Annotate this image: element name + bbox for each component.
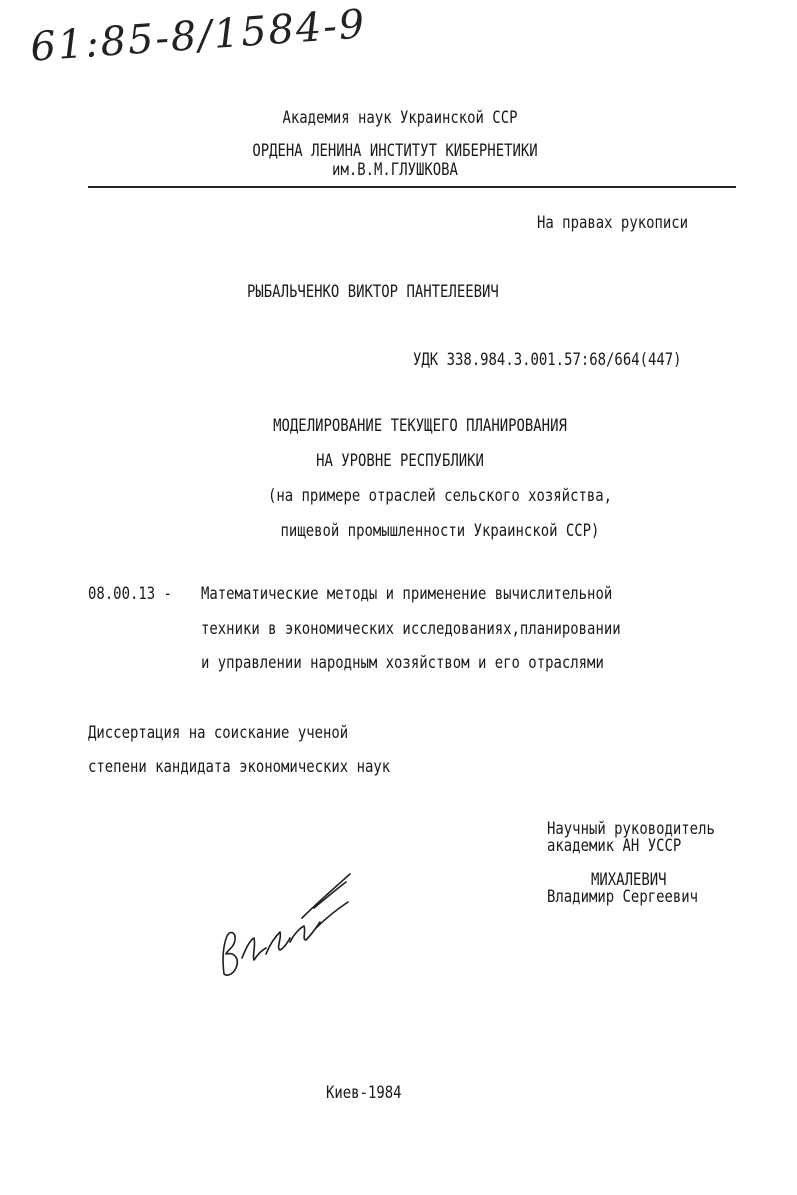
title-line-3: (на примере отраслей сельского хозяйства, — [267, 486, 613, 506]
author-name: РЫБАЛЬЧЕНКО ВИКТОР ПАНТЕЛЕЕВИЧ — [247, 282, 499, 302]
specialty-line-3: и управлении народным хозяйством и его отраслями — [201, 653, 604, 673]
author-signature — [210, 862, 360, 987]
institute-name: ОРДЕНА ЛЕНИНА ИНСТИТУТ КИБЕРНЕТИКИ — [252, 141, 538, 161]
supervisor-role: Научный руководитель — [547, 819, 715, 839]
signature-text: ВРыбал — [210, 862, 214, 863]
udk-code: УДК 338.984.3.001.57:68/664(447) — [413, 350, 682, 370]
supervisor-rank: академик АН УССР — [547, 836, 682, 856]
specialty-code: 08.00.13 - — [88, 584, 172, 604]
title-line-4: пищевой промышленности Украинской ССР) — [280, 521, 600, 541]
institute-named-after: им.В.М.ГЛУШКОВА — [332, 160, 458, 180]
manuscript-note: На правах рукописи — [537, 213, 689, 233]
title-line-2: НА УРОВНЕ РЕСПУБЛИКИ — [316, 451, 484, 471]
header-divider — [88, 186, 736, 188]
title-line-1: МОДЕЛИРОВАНИЕ ТЕКУЩЕГО ПЛАНИРОВАНИЯ — [273, 416, 567, 436]
specialty-line-2: техники в экономических исследованиях,планировании — [201, 619, 621, 639]
place-year: Киев-1984 — [326, 1083, 402, 1103]
dissertation-line-2: степени кандидата экономических наук — [88, 757, 391, 777]
dissertation-line-1: Диссертация на соискание ученой — [88, 723, 349, 743]
archive-handwritten-mark: 61:85-8/1584-9 — [28, 1, 368, 71]
supervisor-surname: МИХАЛЕВИЧ — [591, 870, 667, 890]
supervisor-name: Владимир Сергеевич — [547, 887, 699, 907]
specialty-line-1: Математические методы и применение вычислительной — [201, 584, 613, 604]
academy-name: Академия наук Украинской ССР — [282, 108, 518, 128]
